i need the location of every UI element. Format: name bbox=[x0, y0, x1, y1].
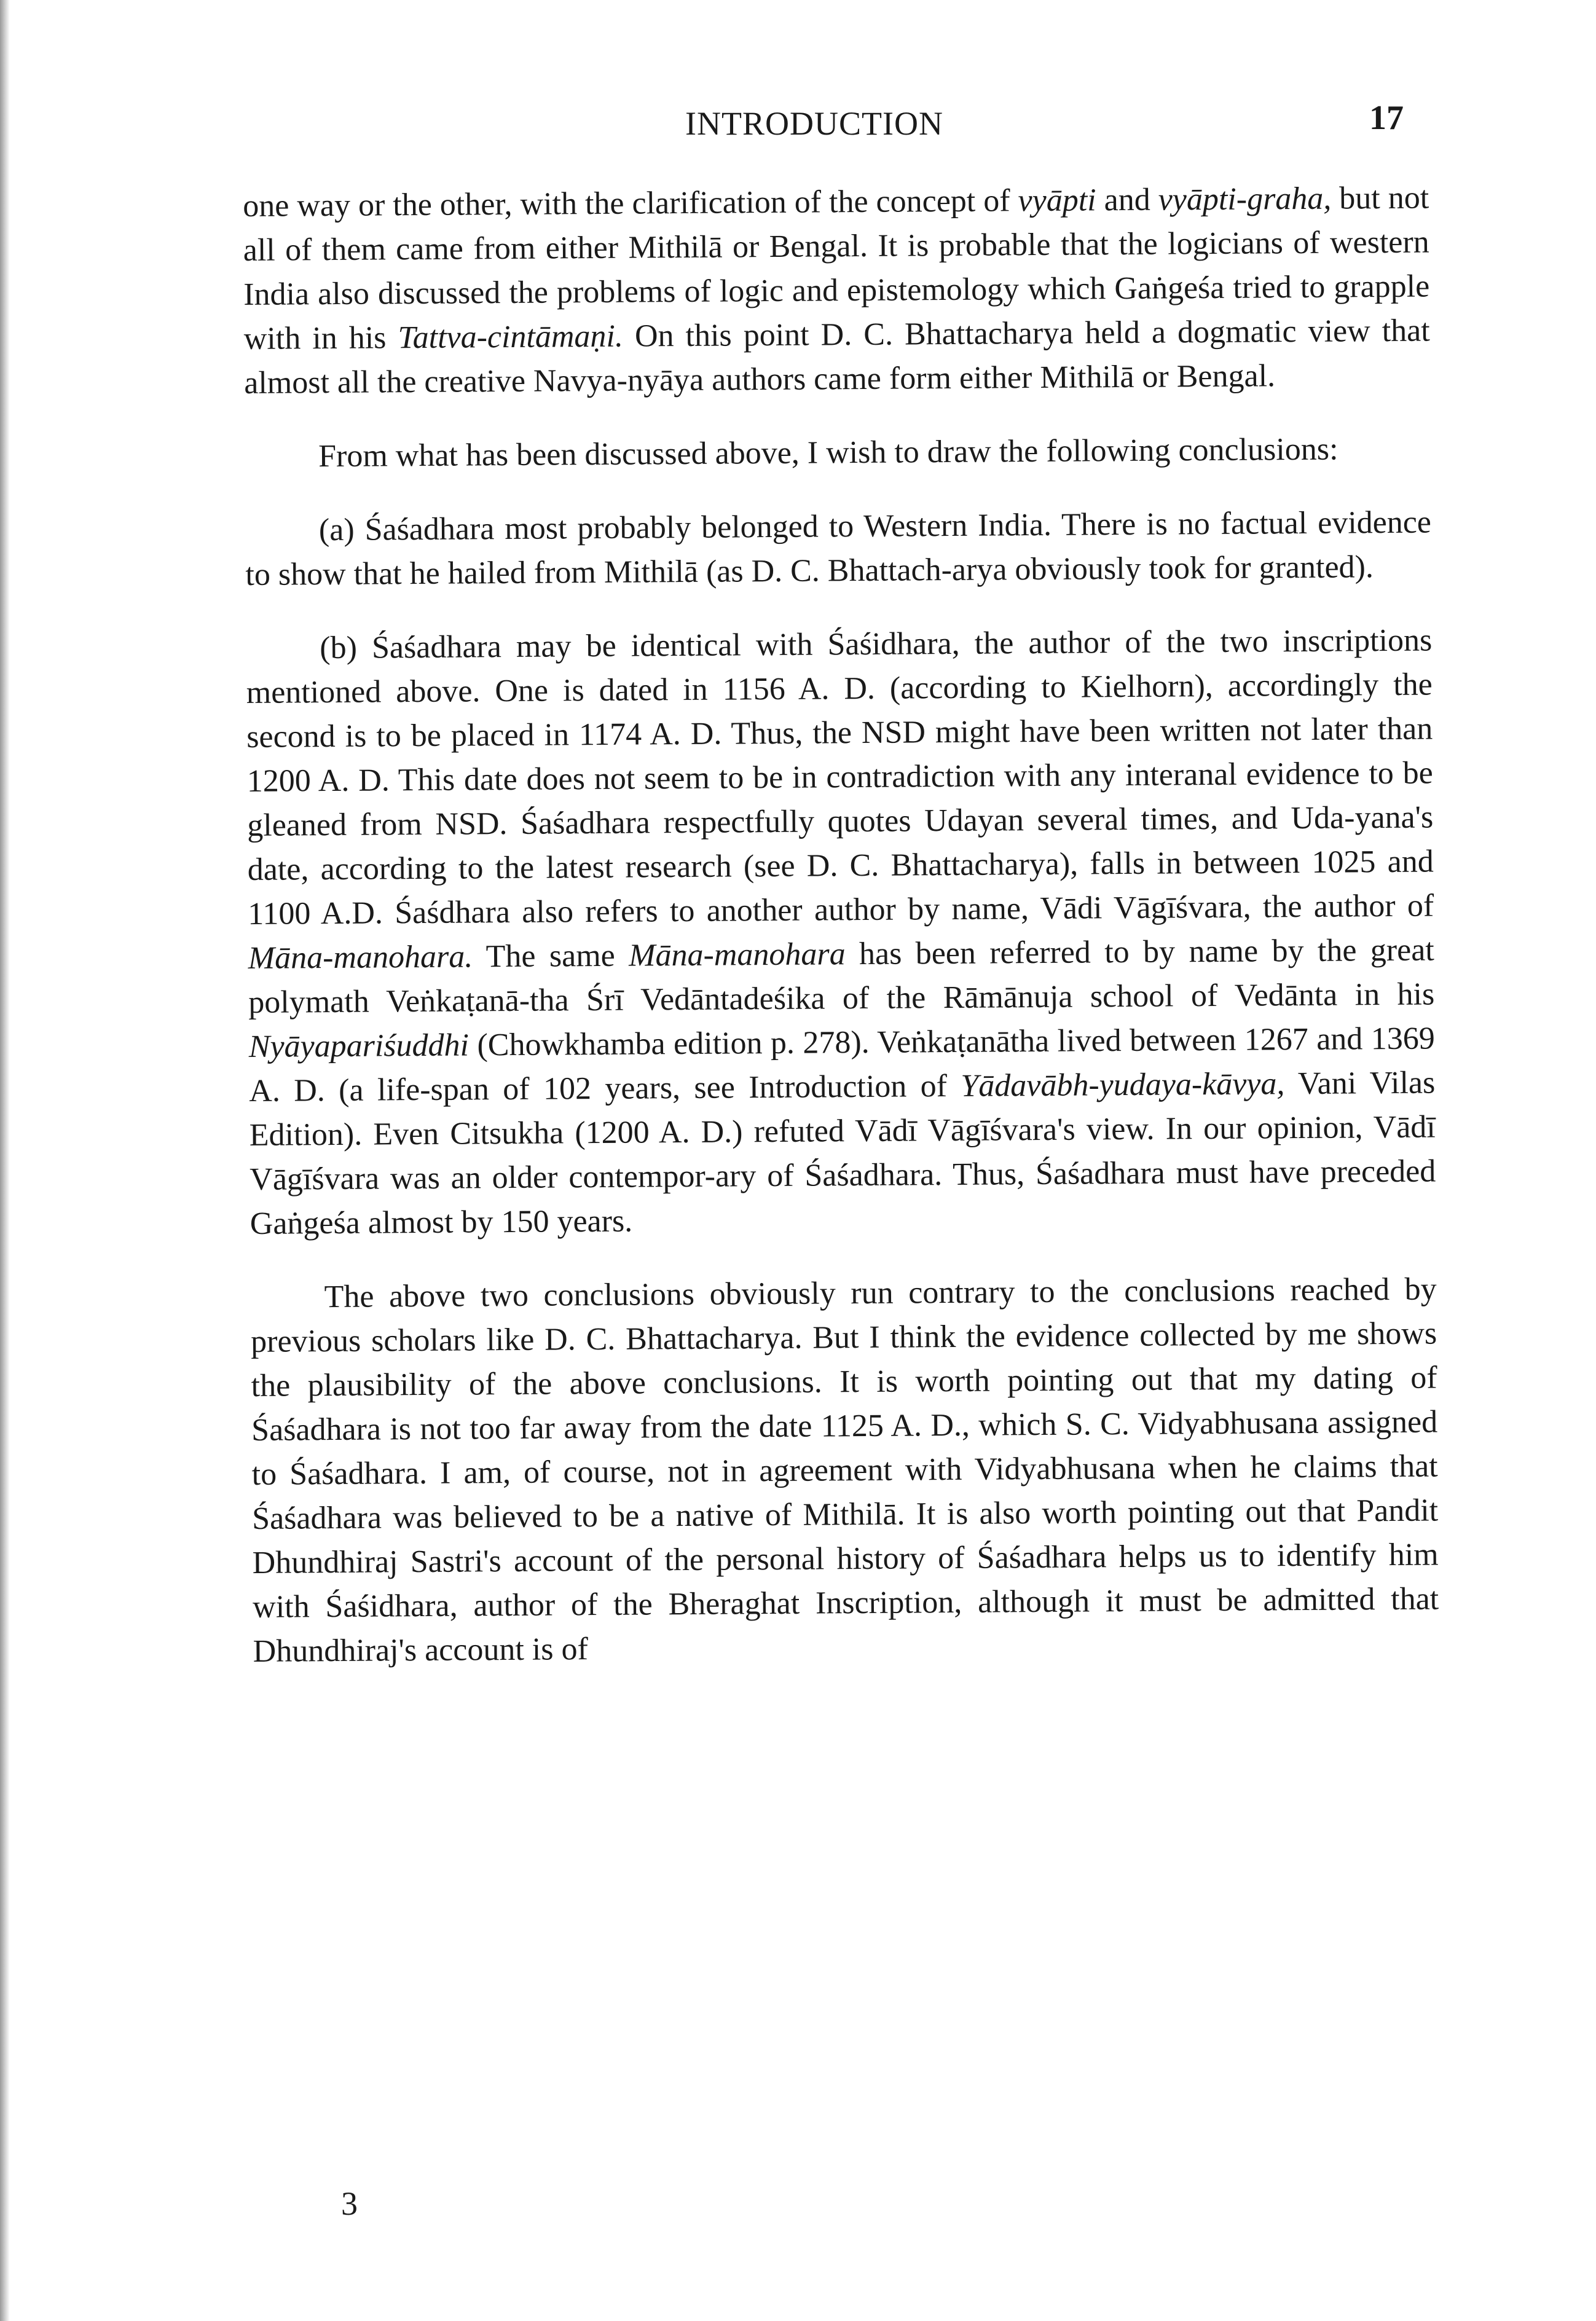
text-run: and bbox=[1096, 182, 1158, 218]
paragraph-continuation bbox=[243, 176, 1430, 406]
running-head: INTRODUCTION bbox=[685, 105, 943, 142]
italic-term: Nyāyapariśuddhi bbox=[248, 1027, 470, 1064]
text-run: Vani Vilas Edition). Even Citsukha (1200 A. D.) refuted Vādī Vāgīśvara's view. In our opinion, Vādī Vāgīśvara was an older contempor-ary of Śaśadhara. Thus, Śaśadhara must have preceded Gaṅgeśa almost by 150 years. bbox=[249, 1065, 1436, 1241]
signature-mark: 3 bbox=[341, 2185, 358, 2222]
text-run: (a) Śaśadhara most probably belonged to Western India. There is no factual evidence to show that he hailed from Mithilā (as D. C. Bhattach-arya obviously took for granted). bbox=[245, 505, 1432, 592]
text-run: The above two conclusions obviously run contrary to the conclusions reached by previous scholars like D. C. Bhattacharya. But I think the evidence collected by me shows the plausibility of the above conclusions. It is worth pointing out that my dating of Śaśadhara is not too far away from the date 1125 A. D., which S. C. Vidyabhusana assigned to Śaśadhara. I am, of course, not in agreement with Vidyabhusana when he claims that Śaśadhara was believed to be a native of Mithilā. It is also worth pointing out that Pandit Dhundhiraj Sastri's account of the personal history of Śaśadhara helps us to identify him with Śaśidhara, author of the Bheraghat Inscription, although it must be admitted that Dhundhiraj's account is of bbox=[250, 1271, 1439, 1669]
page-number: 17 bbox=[1369, 99, 1404, 137]
text-run: (b) Śaśadhara may be identical with Śaśidhara, the author of the two inscriptions mentioned above. One is dated in 1156 A. D. (according to Kielhorn), accordingly the second is to be placed in 1174 A. D. Thus, the NSD might have been written not later than 1200 A. D. This date does not seem to be in contradiction with any interanal evidence to be gleaned from NSD. Śaśadhara respectfully quotes Udayan several times, and Uda-yana's date, according to the latest research (see D. C. Bhattacharya), falls in between 1025 and 1100 A.D. Śaśdhara also refers to another author by name, Vādi Vāgīśvara, the author of bbox=[246, 622, 1434, 932]
text-run: one way or the other, with the clarification of the concept of bbox=[243, 183, 1018, 224]
text-run: but not all of them came from either Mithilā or Bengal. It is probable that the logicians of western India also discussed the problems of logic and epistemology which Gaṅgeśa tried to grapple with in his bbox=[243, 180, 1430, 356]
paragraph-conclusions-intro bbox=[245, 427, 1431, 479]
scanned-page-edge bbox=[0, 0, 10, 2321]
text-run: (Chowkhamba edition p. 278). Veṅkaṭanātha lived between 1267 and 1369 A. D. (a life-span of 102 years, see Introduction of bbox=[249, 1021, 1435, 1109]
paragraph-discussion bbox=[250, 1267, 1439, 1673]
italic-term: Māna-manohara bbox=[628, 937, 846, 973]
paragraph-conclusion-b bbox=[246, 619, 1436, 1246]
text-run: From what has been discussed above, I wish to draw the following conclusions: bbox=[318, 431, 1339, 474]
body-text bbox=[243, 176, 1439, 1674]
text-run: On this point D. C. Bhattacharya held a dogmatic view that almost all the creative Navya-nyāya authors came form either Mithilā or Bengal. bbox=[244, 313, 1430, 401]
text-run: The same bbox=[473, 938, 629, 975]
italic-term: Yādavābh-yudaya-kāvya, bbox=[961, 1066, 1285, 1104]
italic-term: vyāpti-graha, bbox=[1158, 181, 1332, 218]
italic-term: Tattva-cintāmaṇi. bbox=[398, 318, 624, 356]
italic-term: vyāpti bbox=[1018, 183, 1096, 219]
paragraph-conclusion-a bbox=[245, 501, 1432, 597]
italic-term: Māna-manohara. bbox=[248, 939, 473, 976]
text-run: has been referred to by name by the great polymath Veṅkaṭanā-tha Śrī Vedāntadeśika of the Rāmānuja school of Vedānta in his bbox=[248, 932, 1435, 1020]
